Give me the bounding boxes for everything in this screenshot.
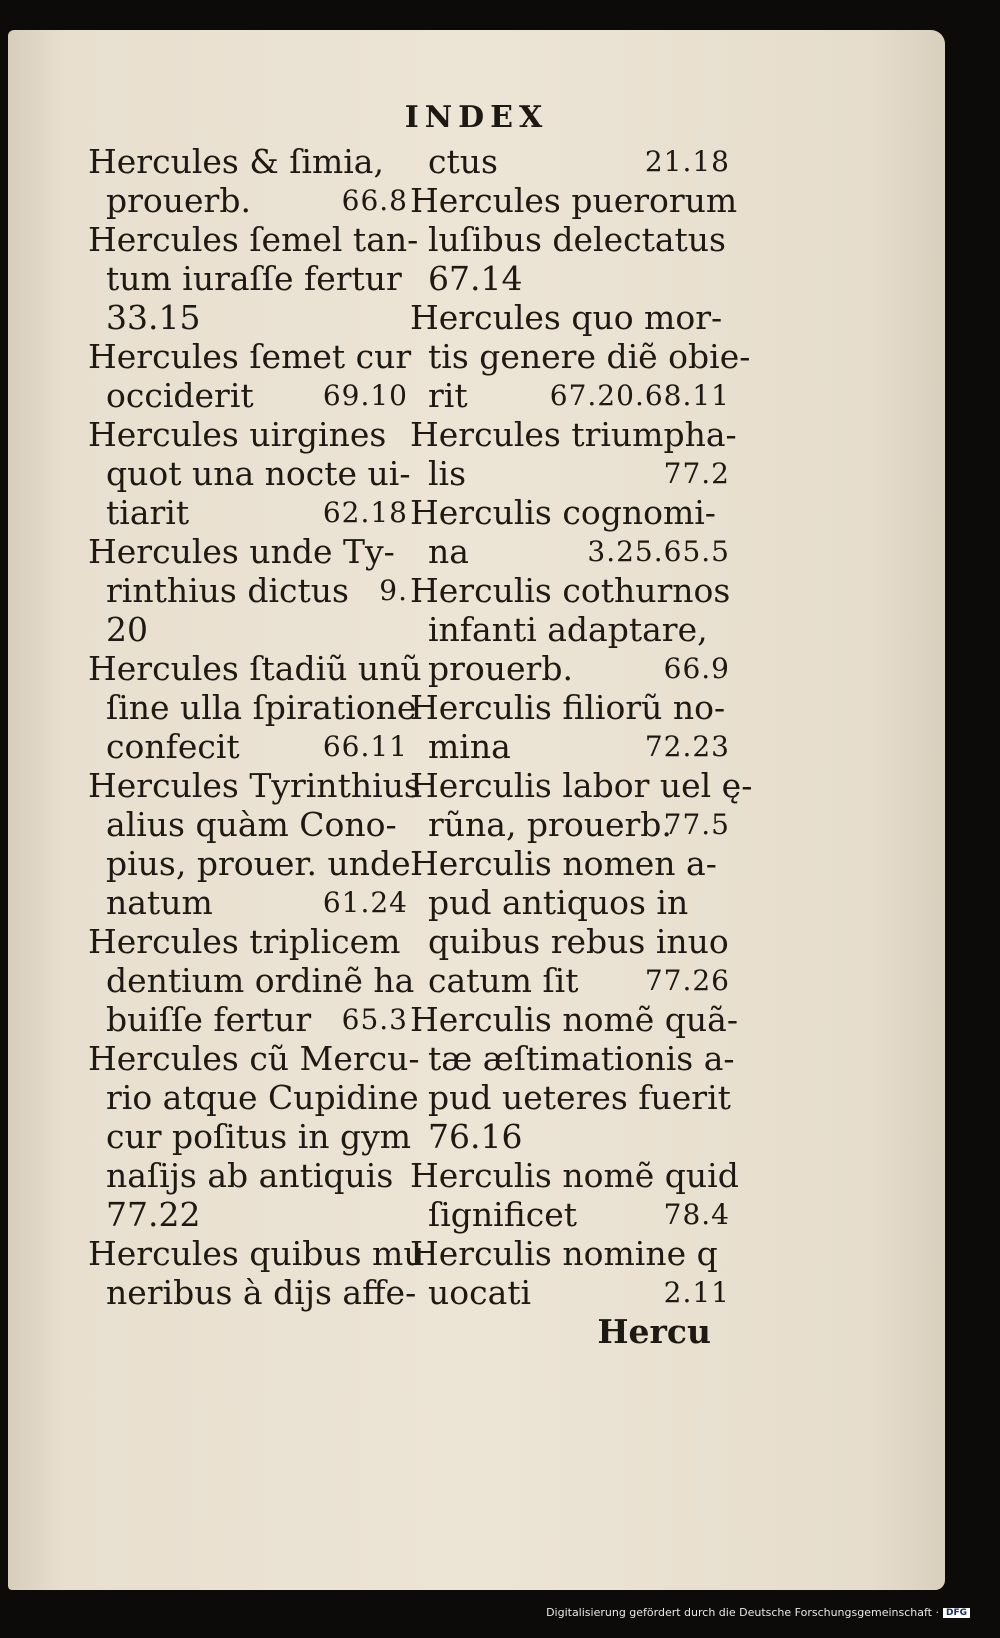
entry-text: rio atque Cupidine (106, 1078, 419, 1117)
credit-text: Digitalisierung gefördert durch die Deutsche Forschungsgemeinschaft · (546, 1606, 939, 1619)
index-entry-line (88, 805, 408, 844)
page-reference: 66.11 (322, 730, 408, 763)
entry-text: 77.22 (106, 1195, 201, 1234)
index-entry-line (88, 142, 408, 181)
index-entry-line (88, 259, 408, 298)
entry-text: Hercules ſtadiũ unũ (88, 649, 422, 688)
page-reference: 66.8 (341, 184, 408, 217)
entry-text: tum iuraſſe fertur (106, 259, 402, 298)
index-entry-line (88, 649, 422, 688)
page-reference: 78.4 (663, 1198, 730, 1231)
index-entry-line (410, 337, 751, 376)
index-entry-line (410, 1273, 730, 1312)
entry-text: Herculis filiorũ no- (410, 688, 726, 727)
index-entry-line (410, 1195, 730, 1234)
index-entry-line (410, 259, 730, 298)
entry-text: Hercules triplicem (88, 922, 401, 961)
entry-text: Herculis nomine q (410, 1234, 718, 1273)
entry-text: luſibus delectatus (428, 220, 726, 259)
entry-text: Hercules ſemet cur (88, 337, 412, 376)
entry-text: Hercules uirgines (88, 415, 387, 454)
entry-text: Hercules quo mor- (410, 298, 723, 337)
index-column-right (410, 142, 753, 1312)
entry-text: occiderit (106, 376, 254, 415)
index-entry-line (410, 298, 730, 337)
entry-text: pud antiquos in (428, 883, 689, 922)
entry-text: rũna, prouerb. (428, 805, 672, 844)
entry-text: 33.15 (106, 298, 201, 337)
index-entry-line (88, 454, 411, 493)
entry-text: cur poſitus in gym (106, 1117, 412, 1156)
entry-text: mina (428, 727, 511, 766)
index-entry-line (88, 1000, 408, 1039)
entry-text: rit (428, 376, 468, 415)
entry-text: Herculis nomẽ quã- (410, 1000, 738, 1039)
index-entry-line (88, 337, 412, 376)
index-entry-line (410, 142, 730, 181)
entry-text: tiarit (106, 493, 190, 532)
index-entry-line (410, 688, 730, 727)
index-entry-line (88, 493, 408, 532)
index-entry-line (88, 1078, 419, 1117)
index-entry-line (88, 610, 408, 649)
index-entry-line (88, 532, 408, 571)
index-entry-line (410, 1156, 739, 1195)
entry-text: quibus rebus inuo (428, 922, 729, 961)
dfg-logo-icon: DFG (943, 1608, 970, 1618)
entry-text: alius quàm Cono- (106, 805, 397, 844)
entry-text: dentium ordinẽ ha (106, 961, 415, 1000)
entry-text: Hercules Tyrinthius (88, 766, 421, 805)
page-header: INDEX (404, 100, 549, 135)
entry-text: buiſſe fertur (106, 1000, 312, 1039)
index-entry-line (410, 1000, 738, 1039)
entry-text: rinthius dictus (106, 571, 349, 610)
entry-text: natum (106, 883, 213, 922)
entry-text: 20 (106, 610, 148, 649)
page-reference: 77.5 (663, 808, 730, 841)
page-reference: 2.11 (663, 1276, 730, 1309)
index-entry-line (410, 922, 730, 961)
entry-text: prouerb. (106, 181, 251, 220)
index-entry-line (88, 571, 408, 610)
index-entry-line (88, 415, 408, 454)
entry-text: Herculis cognomi- (410, 493, 716, 532)
entry-text: Herculis nomen a- (410, 844, 717, 883)
page-reference: 69.10 (322, 379, 408, 412)
entry-text: ctus (428, 142, 498, 181)
index-entry-line (88, 766, 421, 805)
index-entry-line (410, 415, 737, 454)
index-entry-line (88, 1117, 412, 1156)
index-entry-line (410, 376, 730, 415)
index-entry-line (410, 844, 730, 883)
index-entry-line (410, 649, 730, 688)
page-reference: 62.18 (322, 496, 408, 529)
index-entry-line (88, 1273, 417, 1312)
page-reference: 72.23 (644, 730, 730, 763)
page-reference: 65.3 (341, 1003, 408, 1036)
index-entry-line (410, 610, 730, 649)
entry-text: catum ſit (428, 961, 579, 1000)
entry-text: pud ueteres fuerit (428, 1078, 731, 1117)
entry-text: Hercules cũ Mercu- (88, 1039, 420, 1078)
page-reference: 77.2 (663, 457, 730, 490)
entry-text: naſijs ab antiquis (106, 1156, 394, 1195)
index-entry-line (410, 454, 730, 493)
index-entry-line (88, 181, 408, 220)
entry-text: prouerb. (428, 649, 573, 688)
index-entry-line (410, 571, 730, 610)
entry-text: confecit (106, 727, 240, 766)
index-entry-line (410, 181, 738, 220)
index-entry-line (88, 688, 417, 727)
entry-text: Herculis cothurnos (410, 571, 731, 610)
index-entry-line (88, 220, 419, 259)
entry-text: 67.14 (428, 259, 523, 298)
page-reference: 66.9 (663, 652, 730, 685)
catchword: Hercu (597, 1312, 711, 1351)
entry-text: Hercules & ſimia, (88, 142, 384, 181)
entry-text: Hercules quibus mu (88, 1234, 425, 1273)
entry-text: quot una nocte ui- (106, 454, 411, 493)
index-column-left (88, 142, 425, 1312)
index-entry-line (88, 844, 411, 883)
entry-text: 76.16 (428, 1117, 523, 1156)
index-entry-line (88, 961, 415, 1000)
index-entry-line (88, 727, 408, 766)
entry-text: pius, prouer. unde (106, 844, 411, 883)
entry-text: ſine ulla ſpiratione (106, 688, 417, 727)
page-reference: 9. (379, 574, 408, 607)
entry-text: na (428, 532, 469, 571)
entry-text: Herculis labor uel ę- (410, 766, 753, 805)
index-entry-line (410, 1078, 730, 1117)
entry-text: Hercules puerorum (410, 181, 738, 220)
index-entry-line (88, 883, 408, 922)
index-entry-line (410, 1117, 730, 1156)
index-entry-line (410, 493, 730, 532)
index-entry-line (88, 1195, 408, 1234)
index-entry-line (88, 376, 408, 415)
entry-text: tis genere diẽ obie- (428, 337, 751, 376)
page-reference: 77.26 (644, 964, 730, 997)
page-reference: 61.24 (322, 886, 408, 919)
page-reference: 67.20.68.11 (549, 379, 730, 412)
index-entry-line (410, 1039, 735, 1078)
entry-text: Herculis nomẽ quid (410, 1156, 739, 1195)
entry-text: ſignificet (428, 1195, 577, 1234)
index-entry-line (410, 883, 730, 922)
index-entry-line (410, 805, 730, 844)
entry-text: Hercules triumpha- (410, 415, 737, 454)
index-entry-line (410, 727, 730, 766)
page-reference: 21.18 (644, 145, 730, 178)
digitization-credit (546, 1606, 970, 1619)
index-entry-line (88, 922, 408, 961)
entry-text: Hercules unde Ty- (88, 532, 395, 571)
index-entry-line (88, 1156, 408, 1195)
entry-text: lis (428, 454, 467, 493)
book-page (8, 30, 945, 1590)
entry-text: Hercules ſemel tan- (88, 220, 419, 259)
index-entry-line (410, 766, 753, 805)
index-entry-line (88, 298, 408, 337)
index-entry-line (410, 532, 730, 571)
index-entry-line (410, 1234, 730, 1273)
page-reference: 3.25.65.5 (587, 535, 730, 568)
entry-text: tæ æſtimationis a- (428, 1039, 735, 1078)
index-entry-line (88, 1039, 420, 1078)
entry-text: uocati (428, 1273, 532, 1312)
index-entry-line (410, 961, 730, 1000)
index-entry-line (410, 220, 730, 259)
entry-text: neribus à dijs affe- (106, 1273, 417, 1312)
index-entry-line (88, 1234, 425, 1273)
entry-text: infanti adaptare, (428, 610, 708, 649)
